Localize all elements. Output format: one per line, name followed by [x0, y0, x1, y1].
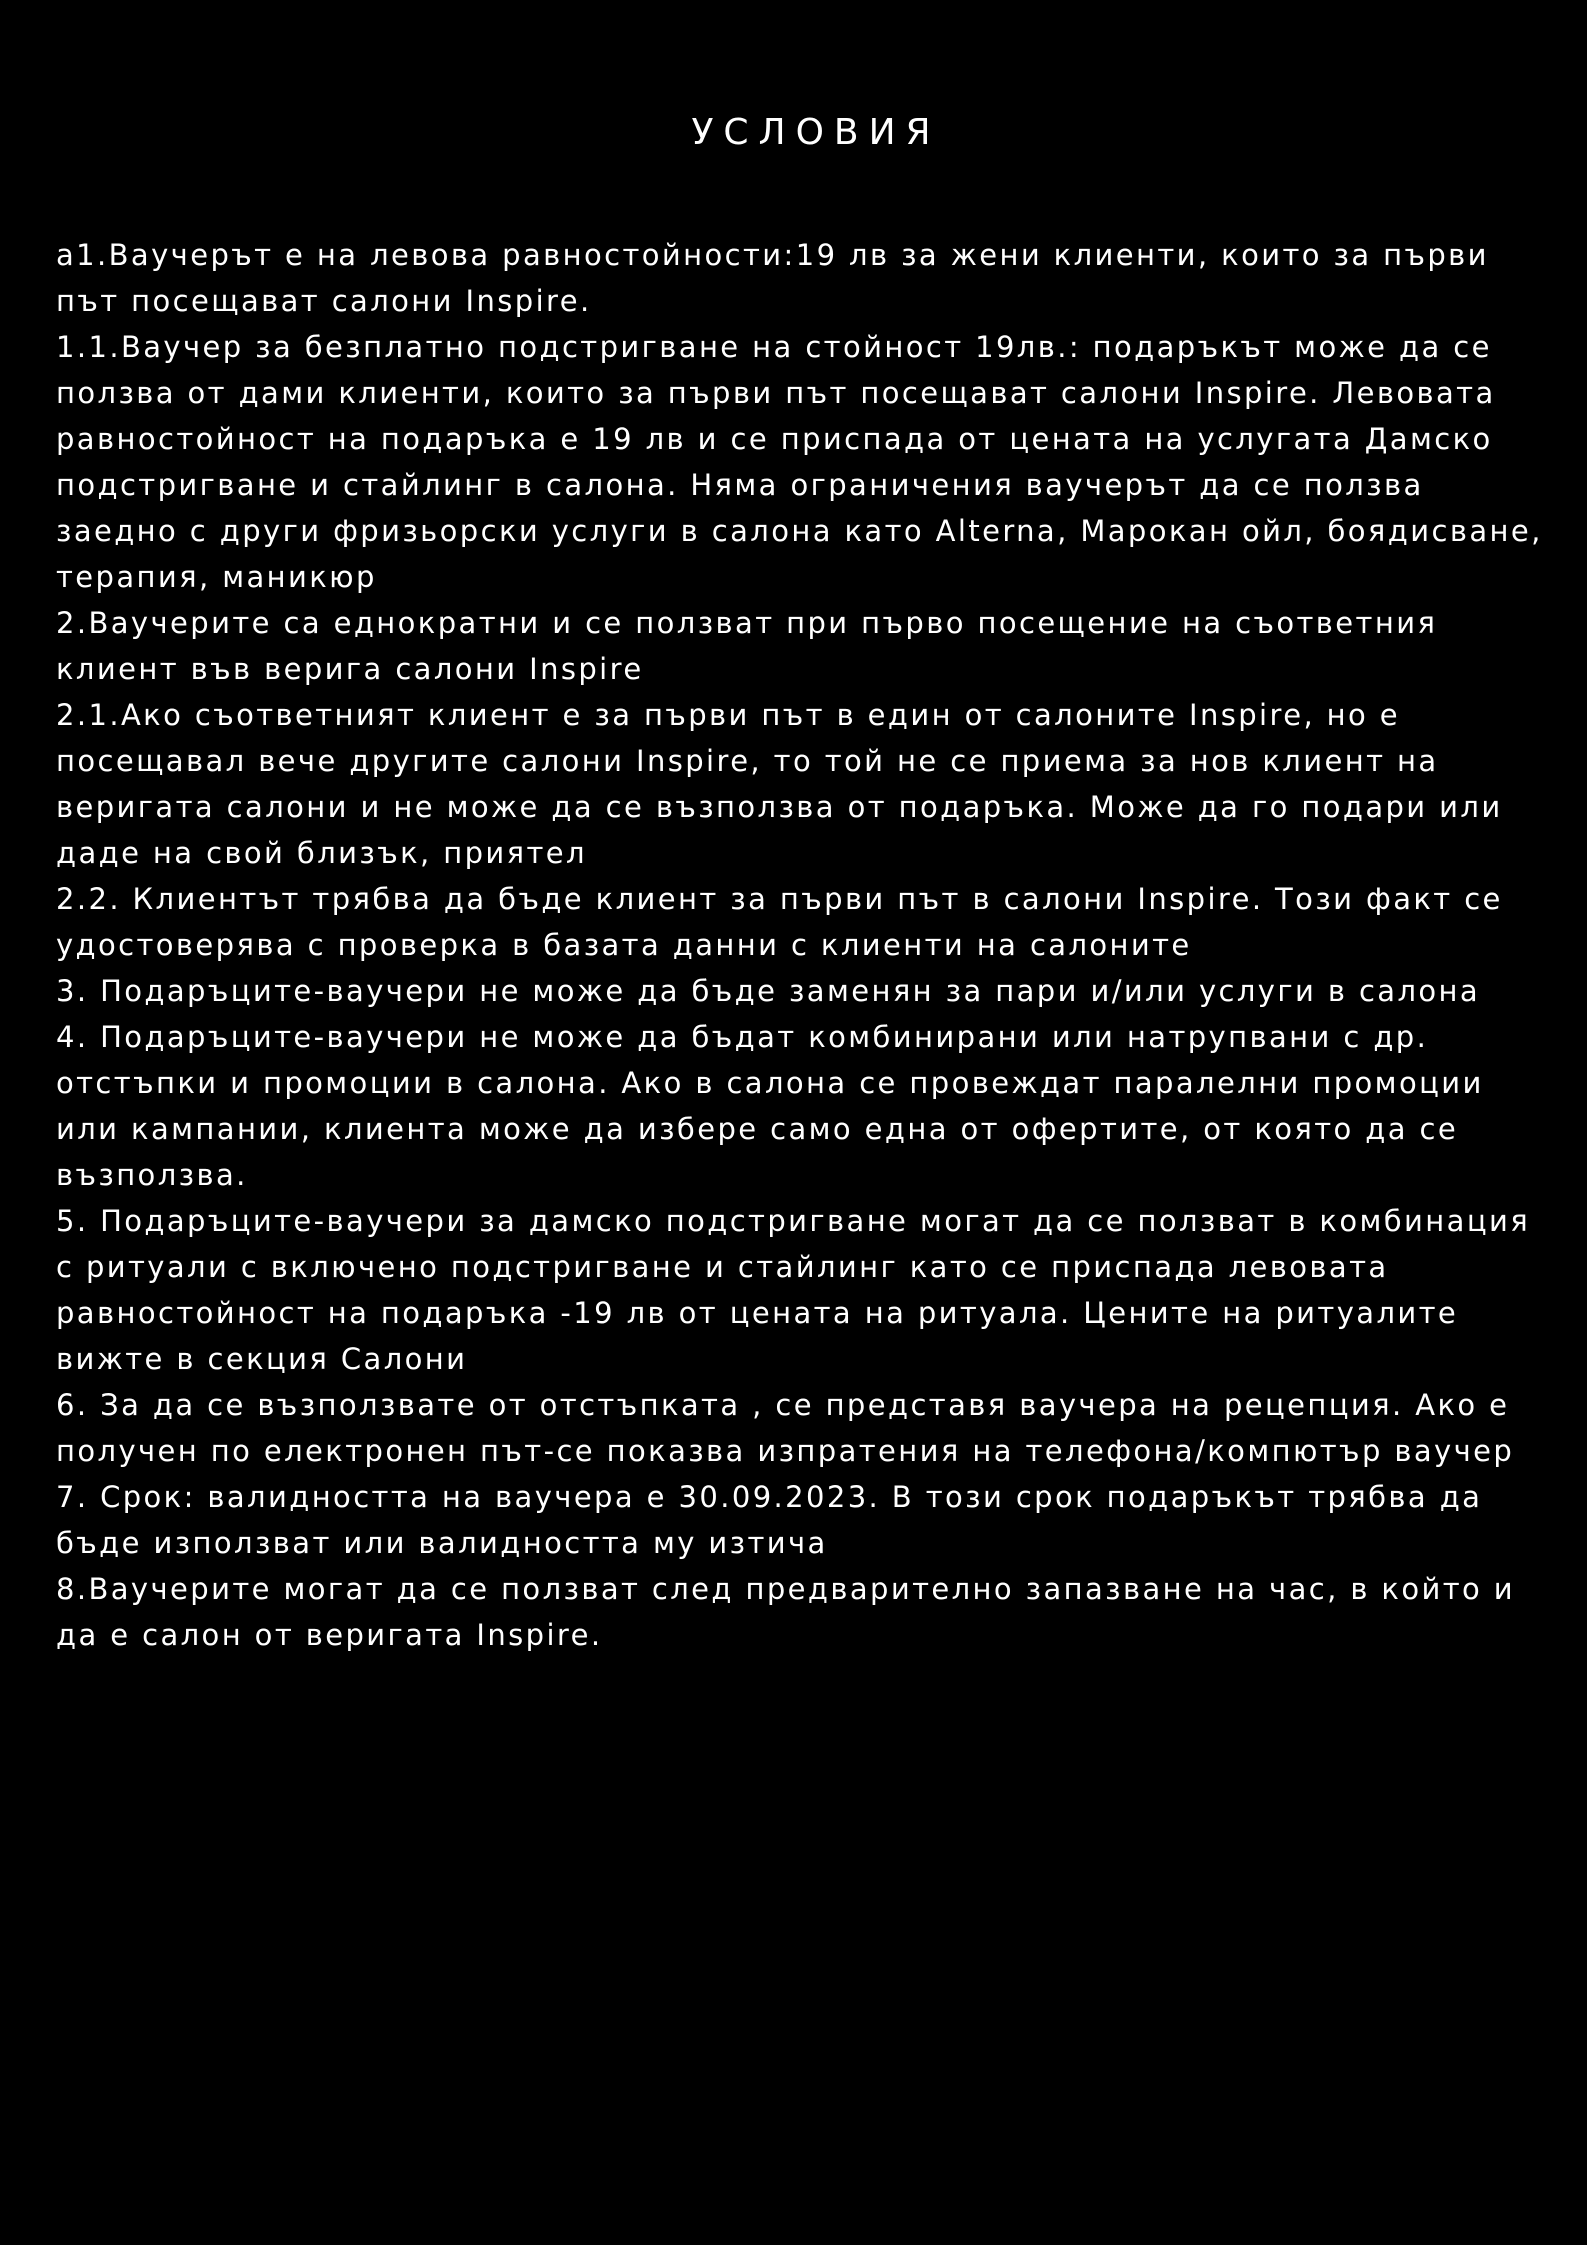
terms-list — [56, 232, 1546, 1658]
term-item: 8.Ваучерите могат да се ползват след предварително запазване на час, в който и да е салон от веригата Inspire. — [56, 1572, 1516, 1652]
term-item: 2.1.Ако съответният клиент е за първи път в един от салоните Inspire, но е посещавал вече другите салони Inspire, то той не се приема за нов клиент на веригата салони и не може да се възползва от подаръка. Може да го подари или даде на свой близък, приятел — [56, 698, 1503, 870]
term-item: 5. Подаръците-ваучери за дамско подстригване могат да се ползват в комбинация с ритуали с включено подстригване и стайлинг като се приспада левовата равностойност на подаръка -19 лв от цената на ритуала. Цените на ритуалите вижте в секция Салони — [56, 1204, 1531, 1376]
term-item: а1.Ваучерът е на левова равностойности:19 лв за жени клиенти, които за първи път посещават салони Inspire. — [56, 238, 1489, 318]
term-item: 1.1.Ваучер за безплатно подстригване на стойност 19лв.: подаръкът може да се ползва от дами клиенти, които за първи път посещават салони Inspire. Левовата равностойност на подаръка е 19 лв и се приспада от цената на услугата Дамско подстригване и стайлинг в салона. Няма ограничения ваучерът да се ползва заедно с други фризьорски услуги в салона като Alterna, Марокан ойл, боядисване, терапия, маникюр — [56, 330, 1543, 594]
term-item: 6. За да се възползвате от отстъпката , се представя ваучера на рецепция. Ако е получен по електронен път-се показва изпратения на телефона/компютър ваучер — [56, 1388, 1515, 1468]
term-item: 7. Срок: валидността на ваучера е 30.09.2023. В този срок подаръкът трябва да бъде използват или валидността му изтича — [56, 1480, 1483, 1560]
term-item: 4. Подаръците-ваучери не може да бъдат комбинирани или натрупвани с др. отстъпки и промоции в салона. Ако в салона се провеждат паралелни промоции или кампании, клиента може да избере само една от офертите, от която да се възползва. — [56, 1020, 1484, 1192]
page-title: УСЛОВИЯ — [691, 112, 941, 153]
term-item: 2.2. Клиентът трябва да бъде клиент за първи път в салони Inspire. Този факт се удостоверява с проверка в базата данни с клиенти на салоните — [56, 882, 1503, 962]
term-item: 2.Ваучерите са еднократни и се ползват при първо посещение на съответния клиент във верига салони Inspire — [56, 606, 1438, 686]
term-item: 3. Подаръците-ваучери не може да бъде заменян за пари и/или услуги в салона — [56, 974, 1481, 1008]
